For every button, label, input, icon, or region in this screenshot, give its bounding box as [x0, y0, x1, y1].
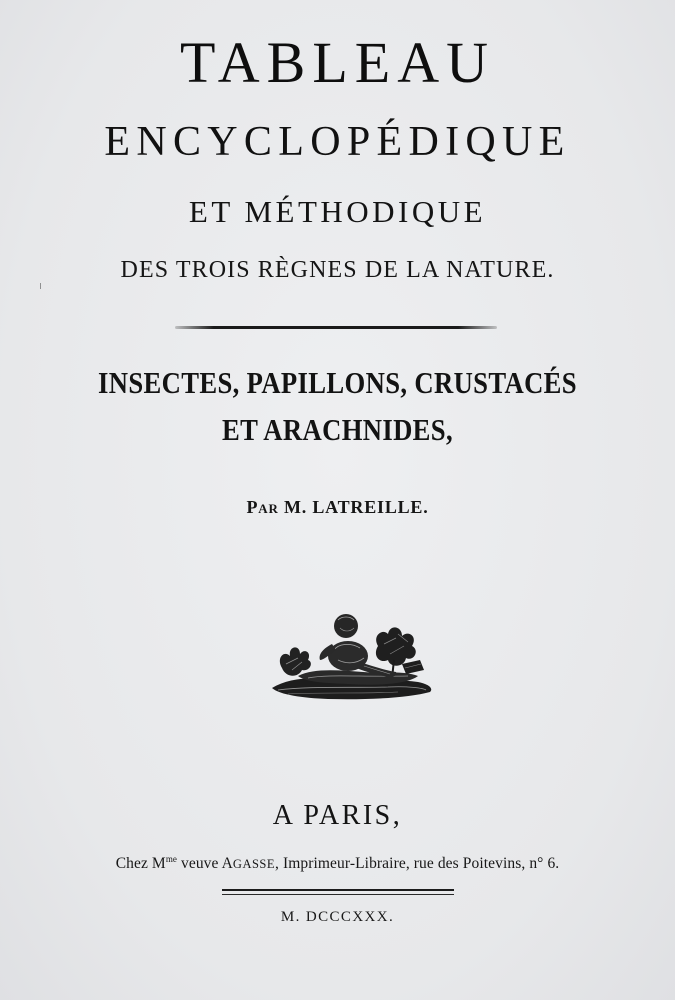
imprint-rule-thick — [222, 889, 454, 891]
imprint-place: A PARIS, — [272, 800, 403, 831]
imprint-publisher-rest: GASSE — [232, 857, 276, 871]
subject-line-1: INSECTES, PAPILLONS, CRUSTACÉS — [98, 365, 577, 400]
paper-speck — [40, 283, 41, 289]
putto-vignette-icon — [268, 598, 438, 706]
imprint-publisher-line — [0, 855, 675, 872]
author-name: M. LATREILLE. — [278, 497, 429, 517]
imprint-details: , Imprimeur-Libraire, rue des Poitevins, n° 6. — [275, 855, 560, 872]
author-byline — [0, 498, 675, 516]
author-prefix-rest: AR — [258, 501, 279, 516]
imprint-chez: Chez M — [115, 855, 166, 872]
title-trois-regnes: DES TROIS RÈGNES DE LA NATURE. — [120, 257, 555, 283]
imprint-publisher-initial: A — [221, 855, 233, 872]
title-et-methodique: ET MÉTHODIQUE — [188, 194, 487, 229]
title-rule — [175, 326, 497, 329]
author-prefix-initial: P — [246, 497, 259, 517]
imprint-rule-thin — [222, 894, 454, 895]
publication-date: M. DCCCXXX. — [280, 909, 395, 925]
title-tableau: TABLEAU — [180, 30, 495, 95]
imprint-chez-sup: me — [165, 854, 178, 864]
subject-line-2: ET ARACHNIDES, — [221, 412, 453, 447]
title-encyclopedique: ENCYCLOPÉDIQUE — [104, 119, 571, 165]
imprint-veuve: veuve — [177, 855, 222, 872]
